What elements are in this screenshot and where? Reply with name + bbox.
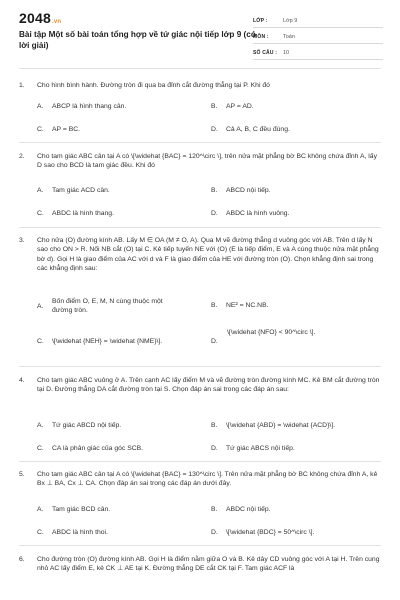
question-text: Cho nửa (O) đường kính AB. Lấy M ∈ OA (M ≠ O, A). Qua M vẽ đường thẳng d vuông góc với AB. Trên d lấy N sao cho ON > R. Nối NB cắt (O) tại C. Kẻ tiếp tuyến NE với (O) (E là tiếp điểm, E và A cùng thuộc nửa mặt phẳng bờ d). Gọi H là giao điểm của AC với d và F là giao điểm của HE với đường tròn (O). Chọn khẳng định sai trong các khẳng định sau: [37,237,379,273]
option-letter: A. [37,187,44,194]
option-text: CA là phân giác của góc SCB. [52,445,144,452]
meta-label: SỐ CÂU : [253,49,278,56]
divider [19,366,381,367]
option-text: NE² = NC.NB. [226,302,269,309]
option-letter: C. [37,338,44,345]
option-text: ABDC là hình thang. [52,210,114,217]
question-number: 5. [19,471,25,478]
question-number: 3. [19,237,25,244]
option-text: Tam giác BCD cân. [52,506,111,513]
question-number: 6. [19,556,25,563]
option-letter: B. [211,506,218,513]
option-letter: D. [211,445,218,452]
option-letter: B. [211,422,218,429]
option-letter: A. [37,103,44,110]
site-logo[interactable] [19,10,61,26]
question-text: Cho tam giác ABC vuông ở A. Trên cạnh AC lấy điểm M và vẽ đường tròn đường kính MC. Kẻ BM cắt đường tròn tại D. Đường thẳng DA cắt đường tròn tại S. Chọn đáp án sai trong các đáp án sau: [37,377,380,394]
option-text: Tứ giác ABCS nội tiếp. [226,445,295,452]
question-number: 1. [19,82,25,89]
question-text: Cho đường tròn (O) đường kính AB. Gọi H là điểm nằm giữa O và B. Kẻ dây CD vuông góc với A tại H. Trên cung nhỏ AC lấy điểm E, kẻ CK ⊥ AE tại K. Đường thẳng DE cắt CK tại F. Tam giác ACF là [37,556,380,573]
question-text: Cho tam giác ABC cân tại A có \[\widehat {BAC} = 130^\circ \]. Trên nửa mặt phẳng bờ BC không chứa đỉnh A, kẻ Bx ⊥ BA, Cx ⊥ CA. Chọn đáp án sai trong các đáp án dưới đây. [37,471,378,488]
option-letter: B. [211,103,218,110]
option-text: \[\widehat {NFO} < 90^\circ \]. [227,329,316,336]
option-letter: B. [211,187,218,194]
option-letter: C. [37,210,44,217]
option-letter: C. [37,445,44,452]
option-letter: D. [211,210,218,217]
option-text: \[\widehat {NEH} = \widehat {NME}\]. [52,338,163,345]
option-letter: D. [211,338,218,345]
meta-info [253,14,383,62]
question-text: Cho tam giác ABC cân tại A có \[\widehat {BAC} = 120^\circ \], trên nửa mặt phẳng bờ BC không chứa đỉnh A, lấy D sao cho BCD là tam giác đều. Khi đó [37,153,377,170]
option-letter: A. [37,303,44,310]
option-letter: C. [37,529,44,536]
divider [19,68,381,69]
meta-value: 10 [283,49,290,56]
divider [19,545,381,546]
meta-value: Toán [283,33,295,40]
question-number: 2. [19,153,25,160]
question-text: Cho hình bình hành. Đường tròn đi qua ba đỉnh cắt đường thẳng tại P. Khi đó [37,82,270,89]
meta-label: MÔN : [253,33,269,40]
option-text: Tam giác ACD cân. [52,187,110,194]
option-letter: C. [37,126,44,133]
meta-value: Lớp 9 [283,17,298,24]
option-letter: D. [211,529,218,536]
meta-label: LỚP : [253,17,268,24]
question-number: 4. [19,377,25,384]
option-text: \[\widehat {BDC} = 50^\circ \]. [226,529,315,536]
option-text: ABDC nội tiếp. [226,506,271,513]
meta-row-class [253,14,383,28]
option-text: \[\widehat {ABD} = \widehat {ACD}\]. [226,422,336,429]
option-letter: A. [37,422,44,429]
divider [19,142,381,143]
meta-row-subject [253,30,383,44]
meta-row-count [253,46,383,60]
option-letter: A. [37,506,44,513]
document-title: Bài tập Một số bài toán tổng hợp về tứ giác nội tiếp lớp 9 (có lời giải) [19,30,256,50]
option-letter: B. [211,302,218,309]
logo-suffix: .vn [51,19,62,25]
option-text: Tứ giác ABCD nội tiếp. [52,422,122,429]
option-text: Bốn điểm O, E, M, N cùng thuộc một đường tròn. [52,298,163,315]
option-text: ABCP là hình thang cân. [52,103,127,110]
option-text: AP = BC. [52,126,81,133]
option-text: ABDC là hình thoi. [52,529,108,536]
divider [19,461,381,462]
option-text: ABDC là hình vuông. [226,210,290,217]
divider [19,227,381,228]
option-text: ABCD nội tiếp. [226,187,271,194]
header [0,0,400,66]
option-text: AP = AD. [226,103,254,110]
logo-name: 2048 [19,10,51,26]
option-text: Cả A, B, C đều đúng. [226,126,290,133]
option-letter: D. [211,126,218,133]
